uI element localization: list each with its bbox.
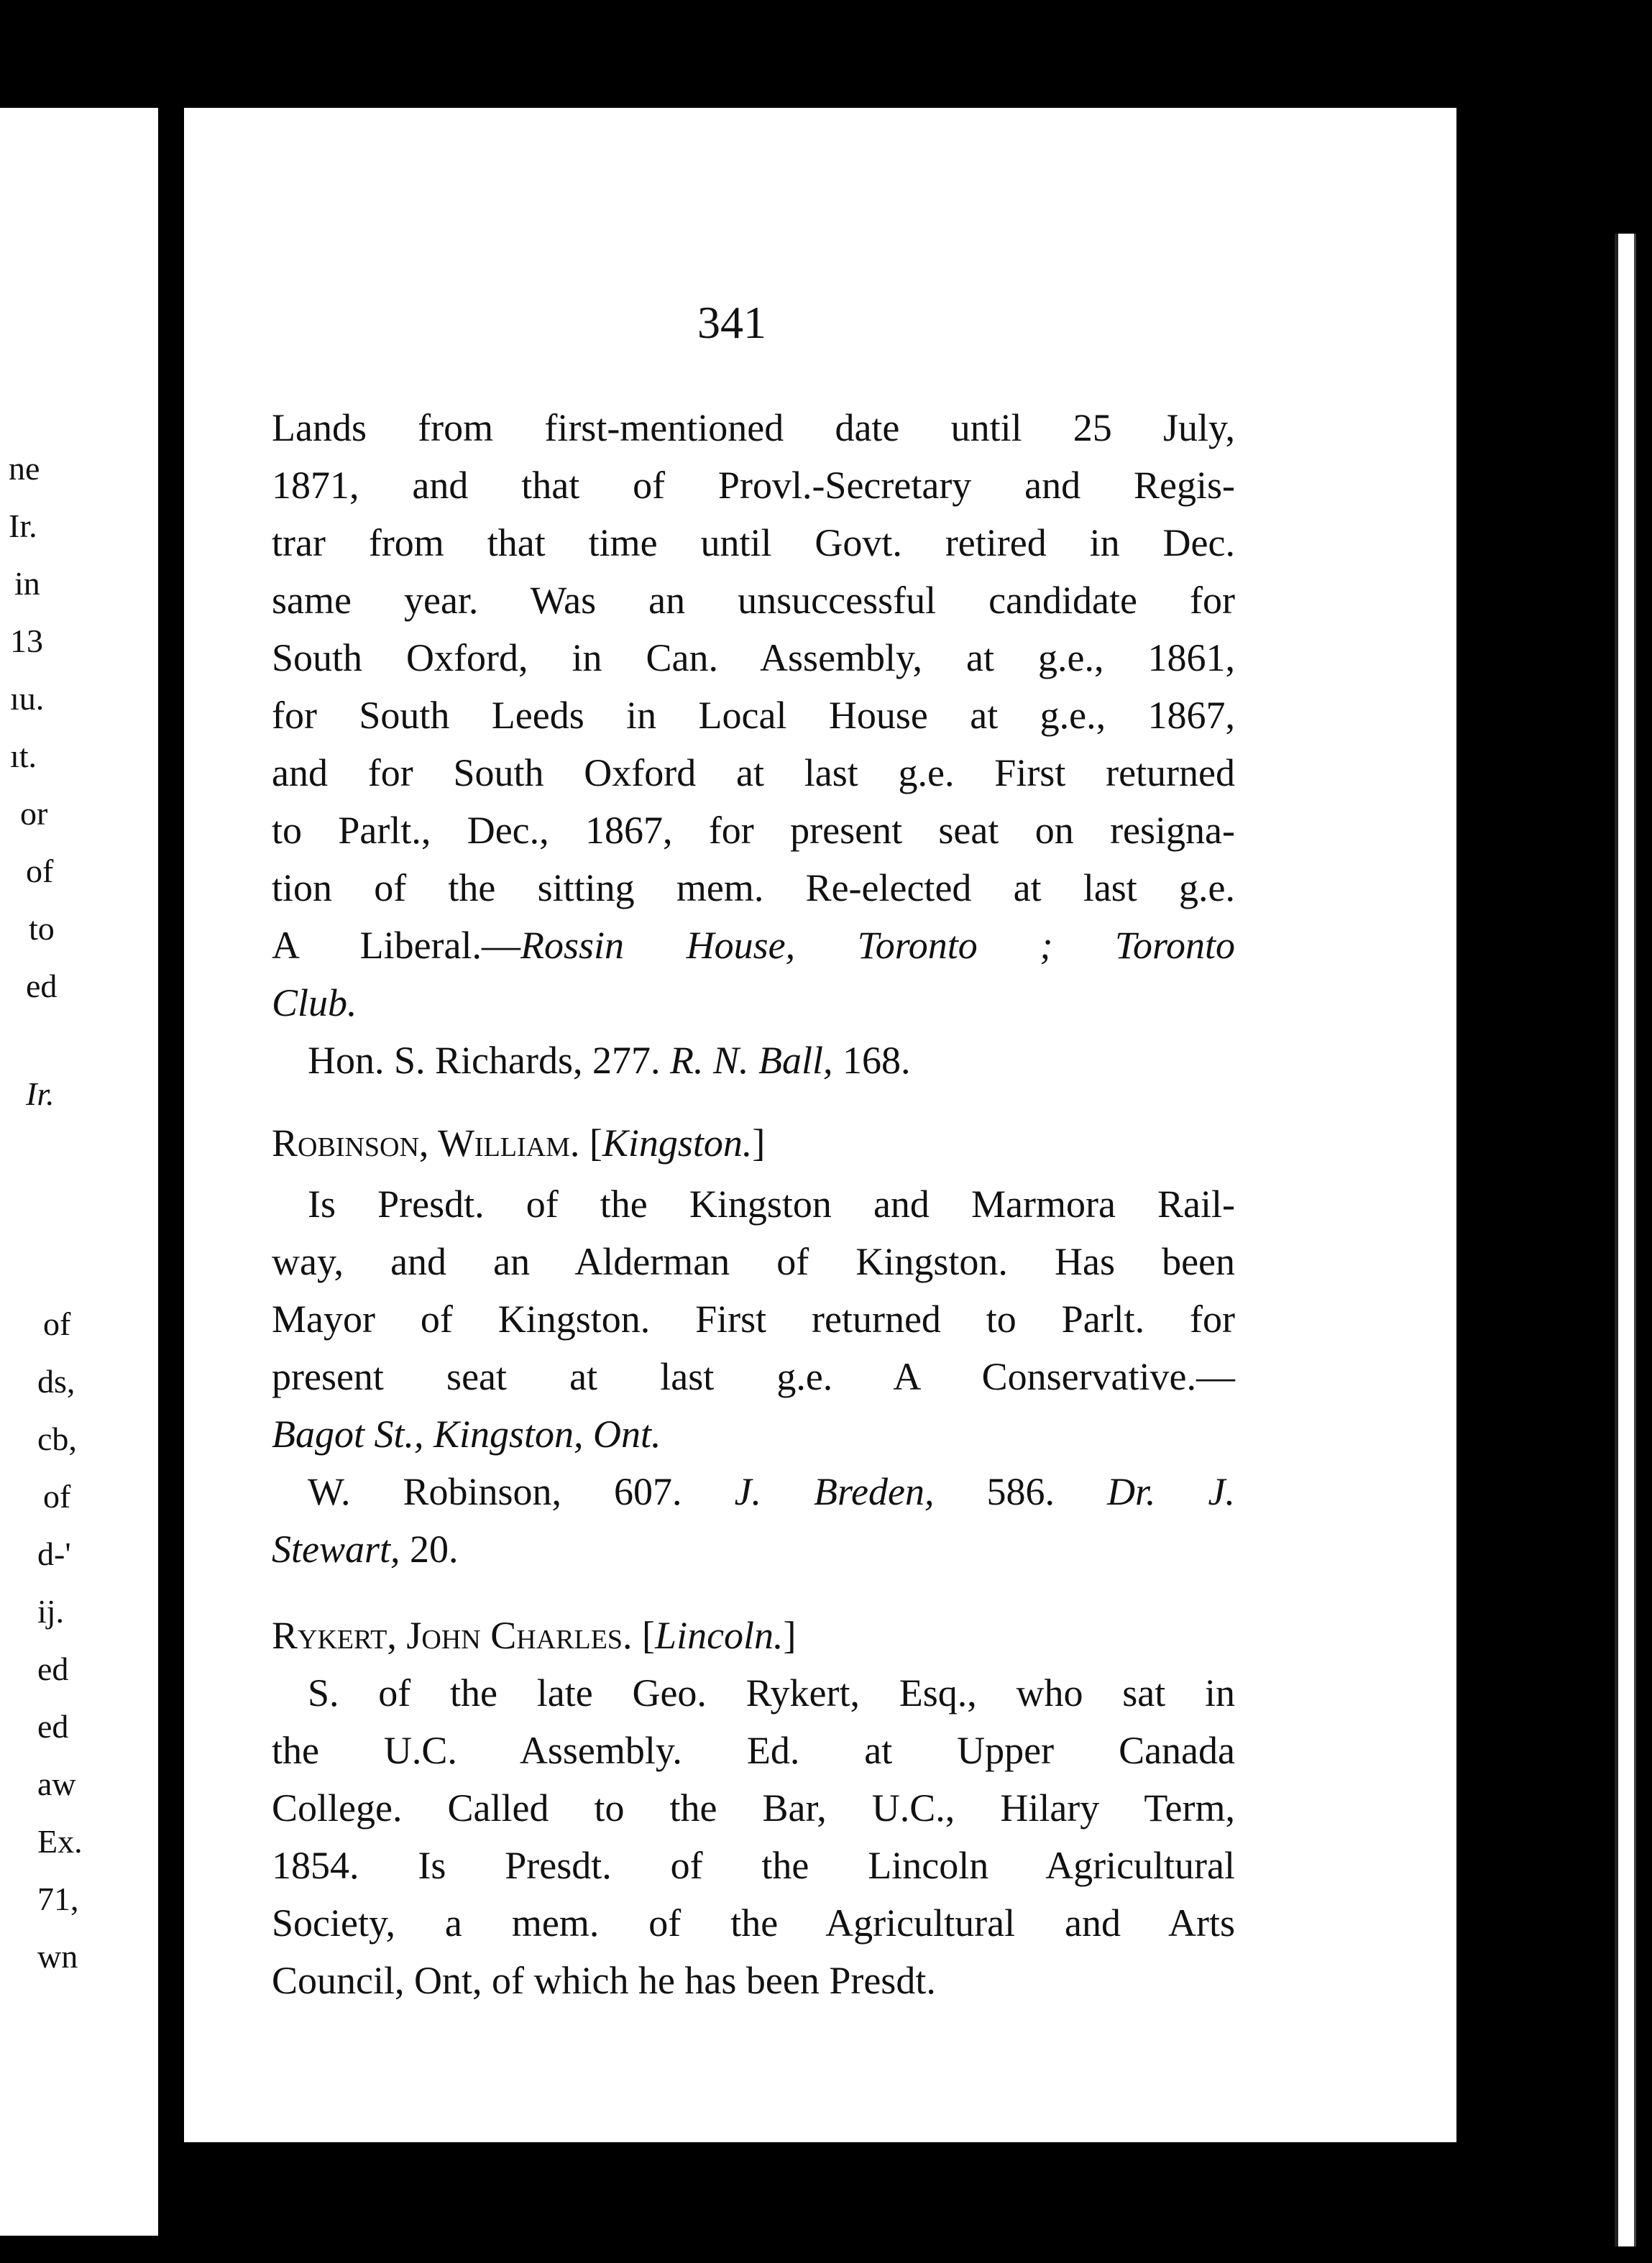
adjacent-page-text [0,108,158,2236]
fragment: Ex. [37,1823,83,1860]
fragment: d-' [37,1536,71,1572]
election-result: W. Robinson, 607. J. Breden, 586. Dr. J. [308,1470,1236,1513]
text-line: to Parlt., Dec., 1867, for present seat on resigna- [272,809,1235,852]
fragment: ıt. [10,738,37,774]
fragment: ıu. [10,680,45,717]
text-line: Council, Ont, of which he has been Presdt. [272,1959,936,2002]
text-line: Club. [272,981,357,1024]
text-line: Is Presdt. of the Kingston and Marmora Rail- [308,1183,1235,1226]
text-line: A Liberal.—Rossin House, Toronto ; Toronto [272,924,1235,967]
text-line: South Oxford, in Can. Assembly, at g.e., 1861, [272,636,1235,679]
text-line: Stewart, 20. [272,1528,459,1571]
text-line: and for South Oxford at last g.e. First returned [272,751,1235,794]
text-line: for South Leeds in Local House at g.e., 1867, [272,694,1235,737]
fragment: Ir. [26,1075,55,1112]
fragment: aw [37,1766,76,1802]
fragment: to [29,910,55,947]
text-line: trar from that time until Govt. retired in Dec. [272,521,1235,564]
text-line: Society, a mem. of the Agricultural and Arts [272,1901,1235,1945]
fragment: of [43,1305,71,1342]
page-number: 341 [697,297,766,348]
fragment: in [14,565,40,602]
text-line: same year. Was an unsuccessful candidate for [272,579,1235,622]
text-line: Bagot St., Kingston, Ont. [272,1413,661,1456]
fragment: ed [37,1708,69,1745]
fragment: of [43,1478,71,1515]
text-line: way, and an Alderman of Kingston. Has been [272,1240,1235,1283]
text-line: 1854. Is Presdt. of the Lincoln Agricultural [272,1844,1235,1887]
text-line: Mayor of Kingston. First returned to Parlt. for [272,1298,1235,1341]
entry-heading-rykert: Rykert, John Charles. [Lincoln.] [272,1614,797,1657]
fragment: of [26,853,54,889]
fragment: ne [9,450,40,487]
text-line: S. of the late Geo. Rykert, Esq., who sat in [308,1671,1235,1715]
fragment: wn [37,1938,78,1975]
entry-heading-robinson: Robinson, William. [Kingston.] [272,1121,766,1165]
adjacent-page-left [0,108,158,2236]
page-edge-right [1615,234,1636,2246]
fragment: 71, [37,1881,79,1917]
text-line: Lands from first-mentioned date until 25 July, [272,406,1235,449]
fragment: 13 [10,623,43,659]
fragment: ij. [37,1593,65,1630]
election-result: Hon. S. Richards, 277. R. N. Ball, 168. [308,1039,911,1082]
text-line: the U.C. Assembly. Ed. at Upper Canada [272,1729,1235,1772]
text-line: 1871, and that of Provl.-Secretary and Regis- [272,464,1235,507]
text-line: tion of the sitting mem. Re-elected at last g.e. [272,866,1235,909]
fragment: cb, [37,1420,77,1457]
fragment: ed [37,1651,69,1687]
fragment: ds, [37,1363,75,1400]
page-gutter [167,108,171,2236]
fragment: ed [26,968,58,1004]
fragment: or [20,795,48,832]
text-line: College. Called to the Bar, U.C., Hilary Term, [272,1786,1235,1830]
fragment: Ir. [9,508,37,544]
text-line: present seat at last g.e. A Conservative.— [272,1355,1235,1398]
